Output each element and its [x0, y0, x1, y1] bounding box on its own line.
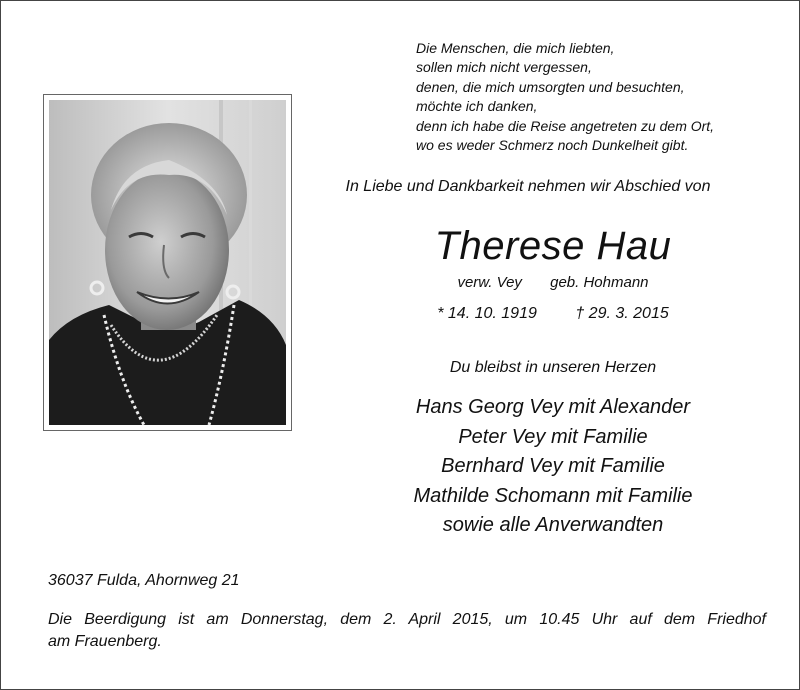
- address: 36037 Fulda, Ahornweg 21: [48, 572, 240, 589]
- mourner: Bernhard Vey mit Familie: [441, 455, 665, 477]
- photo-frame: [43, 94, 292, 431]
- widowed-name: verw. Vey: [457, 274, 522, 291]
- poem: [416, 39, 786, 155]
- poem-line: möchte ich danken,: [416, 98, 538, 115]
- funeral-line: am Frauenberg.: [48, 633, 162, 650]
- poem-line: Die Menschen, die mich liebten,: [416, 40, 615, 56]
- poem-line: denen, die mich umsorgten und besuchten,: [416, 78, 685, 95]
- poem-line: wo es weder Schmerz noch Dunkelheit gibt.: [416, 137, 689, 154]
- life-dates: [313, 305, 793, 323]
- mourner: Peter Vey mit Familie: [458, 425, 648, 448]
- funeral-line: Die Beerdigung ist am Donnerstag, dem 2. April 2015, um 10.45 Uhr auf dem Friedhof: [48, 611, 766, 628]
- name-details: [313, 274, 793, 291]
- portrait-photo-icon: [49, 100, 286, 425]
- motto: Du bleibst in unseren Herzen: [449, 359, 657, 376]
- birth-date: * 14. 10. 1919: [437, 305, 537, 322]
- portrait-photo: [49, 100, 286, 425]
- funeral-info: [48, 609, 768, 653]
- mourner: Hans Georg Vey mit Alexander: [415, 396, 691, 418]
- deceased-name: Therese Hau: [434, 224, 672, 268]
- poem-line: sollen mich nicht vergessen,: [416, 59, 592, 76]
- poem-line: denn ich habe die Reise angetreten zu dem Ort,: [416, 117, 715, 134]
- mourners-list: [313, 393, 793, 541]
- birth-name: geb. Hohmann: [550, 274, 649, 291]
- farewell-intro: In Liebe und Dankbarkeit nehmen wir Abschied von: [345, 178, 711, 195]
- mourner: Mathilde Schomann mit Familie: [413, 484, 693, 507]
- mourner: sowie alle Anverwandten: [442, 514, 664, 536]
- death-date: † 29. 3. 2015: [575, 305, 669, 322]
